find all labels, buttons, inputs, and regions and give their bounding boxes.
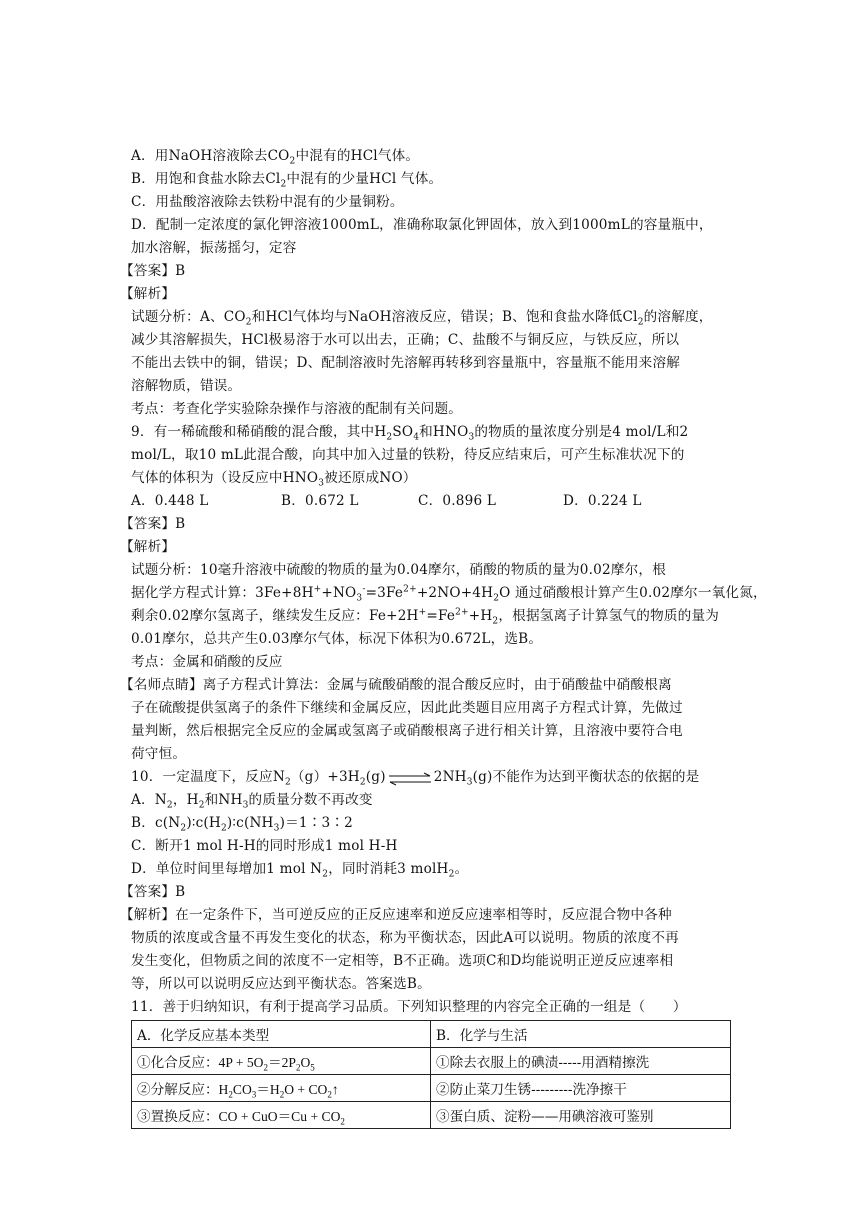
analysis-8-text: 试题分析：A、$CO_2$和HCl气体均与NaOH溶液反应，错误；B、饱和食盐水降低$Cl_2$的溶解度，: [131, 309, 713, 328]
table-header-a: A．化学反应基本类型: [132, 1021, 431, 1048]
analysis-10: 物质的浓度或含量不再发生变化的状态，称为平衡状态，因此A可以说明。物质的浓度不再: [131, 930, 679, 946]
analysis-9-heading: 【解析】: [120, 539, 176, 555]
analysis-9-text: 据化学方程式计算：$3Fe+8H^++NO_3^-=3Fe^{2+}+2NO+4H_2O$ 通过硝酸根计算产生0.02摩尔一氧化氮，: [131, 584, 767, 604]
option-10b: B．$c(N_2)∶c(H_2)∶c(NH_3)=1∶3∶2$: [131, 815, 353, 834]
analysis-8-heading: 【解析】: [120, 286, 176, 302]
option-8d-cont: 加水溶解，振荡摇匀，定容: [131, 240, 297, 256]
option-8d: D．配制一定浓度的氯化钾溶液1000mL，准确称取氯化钾固体，放入到1000mL的容量瓶中，: [131, 217, 713, 233]
analysis-9-text: 试题分析：10毫升溶液中硫酸的物质的量为0.04摩尔，硝酸的物质的量为0.02摩尔，根: [131, 562, 667, 578]
question-9: 气体的体积为（设反应中$HNO_3$被还原成NO）: [131, 470, 417, 489]
table-cell: ③蛋白质、淀粉——用碘溶液可鉴别: [431, 1102, 731, 1129]
analysis-10: 发生变化，但物质之间的浓度不一定相等，B不正确。选项C和D均能说明正逆反应速率相: [131, 953, 674, 969]
table-cell: ②防止菜刀生锈---------洗净擦干: [431, 1075, 731, 1102]
analysis-8-text: 溶解物质，错误。: [131, 378, 242, 394]
tip-9: 子在硫酸提供氢离子的条件下继续和金属反应，因此此类题目应用离子方程式计算，先做过: [131, 700, 683, 716]
table-row: [132, 1048, 731, 1075]
analysis-8-text: 减少其溶解损失，HCl极易溶于水可以出去，正确；C、盐酸不与铜反应，与铁反应，所以: [131, 332, 680, 348]
question-10: 10．一定温度下，反应$N_2(g)+3H_2(g)$ $2NH_3(g)$不能作为达到平衡状态的依据的是: [131, 769, 700, 788]
knowledge-table: [131, 1020, 731, 1129]
table-cell: ③置换反应：CO + $CuO=Cu + CO_2$: [132, 1102, 431, 1129]
answer-9: 【答案】B: [120, 516, 186, 532]
option-8b: B．用饱和食盐水除去$Cl_2$中混有的少量HCl 气体。: [131, 171, 443, 190]
question-11: 11．善于归纳知识，有利于提高学习品质。下列知识整理的内容完全正确的一组是（ ）: [131, 999, 687, 1015]
option-9d: D．0.224 L: [563, 493, 642, 509]
table-row: [132, 1075, 731, 1102]
question-9: 9．有一稀硫酸和稀硝酸的混合酸，其中$H_2SO_4$和$HNO_3$的物质的量浓度分别是4 mol/L和2: [131, 424, 689, 443]
option-10d: D．单位时间里每增加1 mol $N_2$，同时消耗3 molH$_2$。: [131, 861, 469, 880]
analysis-9-text: 0.01摩尔，总共产生0.03摩尔气体，标况下体积为0.672L，选B。: [131, 631, 543, 647]
analysis-9-text: 剩余0.02摩尔氢离子，继续发生反应：$Fe+2H^+=Fe^{2+}+H_2$，根据氢离子计算氢气的物质的量为: [131, 607, 720, 627]
analysis-10: 【解析】在一定条件下，当可逆反应的正反应速率和逆反应速率相等时，反应混合物中各种: [120, 907, 672, 923]
table-row: [132, 1102, 731, 1129]
option-9a: A．0.448 L: [131, 493, 209, 509]
tip-9: 量判断，然后根据完全反应的金属或氢离子或硝酸根离子进行相关计算，且溶液中要符合电: [131, 723, 683, 739]
tip-9: 【名师点睛】离子方程式计算法：金属与硫酸硝酸的混合酸反应时，由于硝酸盐中硝酸根离: [120, 677, 672, 693]
table-cell: ①化合反应：$4P + 5O_2=2P_2O_5$: [132, 1048, 431, 1075]
option-9b: B．0.672 L: [281, 493, 359, 509]
option-9c: C．0.896 L: [418, 493, 497, 509]
answer-10: 【答案】B: [120, 884, 186, 900]
option-8c: C．用盐酸溶液除去铁粉中混有的少量铜粉。: [131, 194, 404, 210]
table-row: [132, 1021, 731, 1048]
analysis-8-text: 不能出去铁中的铜，错误；D、配制溶液时先溶解再转移到容量瓶中，容量瓶不能用来溶解: [131, 355, 681, 371]
question-9: mol/L，取10 mL此混合酸，向其中加入过量的铁粉，待反应结束后，可产生标准状况下的: [131, 447, 685, 463]
option-8a: A．用NaOH溶液除去$CO_2$中混有的HCl气体。: [131, 148, 420, 167]
table-header-b: B．化学与生活: [431, 1021, 731, 1048]
equilibrium-arrows-icon: [388, 771, 432, 785]
option-10c: C．断开1 mol H-H的同时形成1 mol H-H: [131, 838, 398, 854]
table-cell: ②分解反应：$H_2CO_3=H_2O$ + $CO_2↑$: [132, 1075, 431, 1102]
table-cell: ①除去衣服上的碘渍-----用酒精擦洗: [431, 1048, 731, 1075]
analysis-10: 等，所以可以说明反应达到平衡状态。答案选B。: [131, 976, 431, 992]
option-10a: A．$N_2$，$H_2$和$NH_3$的质量分数不再改变: [131, 792, 373, 811]
kaodian-9: 考点：金属和硝酸的反应: [131, 654, 283, 670]
tip-9: 荷守恒。: [131, 746, 187, 762]
answer-8: 【答案】B: [120, 263, 186, 279]
kaodian-8: 考点：考查化学实验除杂操作与溶液的配制有关问题。: [131, 401, 463, 417]
